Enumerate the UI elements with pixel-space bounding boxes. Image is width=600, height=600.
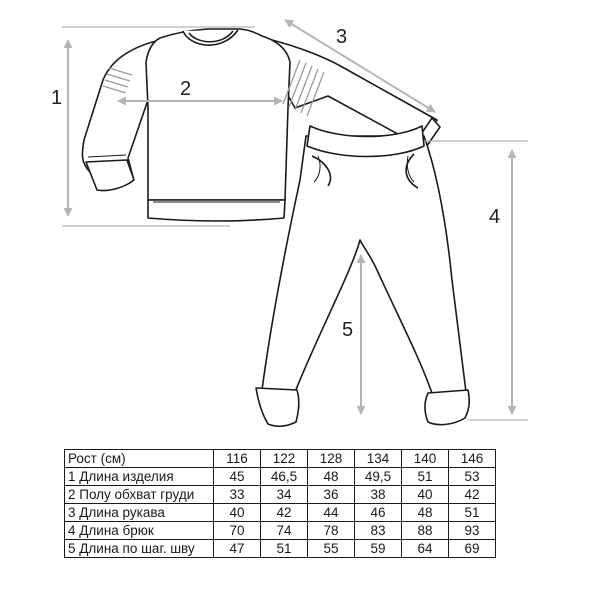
table-cell: 93 [449, 522, 496, 540]
table-cell: 42 [261, 504, 308, 522]
table-cell: 83 [355, 522, 402, 540]
table-cell: 70 [214, 522, 261, 540]
table-header-row [65, 450, 496, 468]
table-cell: 74 [261, 522, 308, 540]
table-row [65, 504, 496, 522]
table-cell: 59 [355, 540, 402, 558]
table-cell: 38 [355, 486, 402, 504]
table-cell: 64 [402, 540, 449, 558]
table-header-cell: 116 [214, 450, 261, 468]
table-cell: 48 [402, 504, 449, 522]
table-header-cell: 146 [449, 450, 496, 468]
trousers-body [262, 136, 466, 396]
dimension-label-5: 5 [342, 319, 354, 341]
table-header-cell: 128 [308, 450, 355, 468]
table-cell: 33 [214, 486, 261, 504]
table-cell: 69 [449, 540, 496, 558]
table-cell: 51 [261, 540, 308, 558]
table-header-cell: 122 [261, 450, 308, 468]
table-header-cell: Рост (см) [65, 450, 214, 468]
table-row-label: 2 Полу обхват груди [65, 486, 214, 504]
dimension-label-1: 1 [51, 87, 63, 109]
table-row [65, 468, 496, 486]
left-cuff [86, 160, 134, 191]
table-cell: 42 [449, 486, 496, 504]
table-cell: 45 [214, 468, 261, 486]
table-cell: 49,5 [355, 468, 402, 486]
table-cell: 51 [449, 504, 496, 522]
dimension-label-3: 3 [336, 26, 348, 48]
table-header-cell: 134 [355, 450, 402, 468]
table-cell: 48 [308, 468, 355, 486]
right-leg-cuff [425, 390, 469, 425]
table-cell: 47 [214, 540, 261, 558]
table-cell: 88 [402, 522, 449, 540]
table-cell: 36 [308, 486, 355, 504]
table-row-label: 4 Длина брюк [65, 522, 214, 540]
table-row [65, 540, 496, 558]
table-cell: 46 [355, 504, 402, 522]
table-cell: 78 [308, 522, 355, 540]
table-header-cell: 140 [402, 450, 449, 468]
table-cell: 51 [402, 468, 449, 486]
size-table [64, 449, 496, 558]
table-row-label: 1 Длина изделия [65, 468, 214, 486]
table-cell: 34 [261, 486, 308, 504]
table-cell: 44 [308, 504, 355, 522]
sweatshirt-body [146, 29, 290, 200]
table-row [65, 486, 496, 504]
table-row-label: 5 Длина по шаг. шву [65, 540, 214, 558]
left-leg-cuff [256, 388, 299, 426]
sweatshirt-waistband [148, 200, 285, 221]
table-row [65, 522, 496, 540]
table-cell: 53 [449, 468, 496, 486]
table-cell: 55 [308, 540, 355, 558]
table-row-label: 3 Длина рукава [65, 504, 214, 522]
table-cell: 40 [402, 486, 449, 504]
trousers-drawing [256, 126, 469, 426]
table-cell: 46,5 [261, 468, 308, 486]
dimension-label-4: 4 [489, 206, 501, 228]
dimension-label-2: 2 [180, 78, 192, 100]
table-cell: 40 [214, 504, 261, 522]
